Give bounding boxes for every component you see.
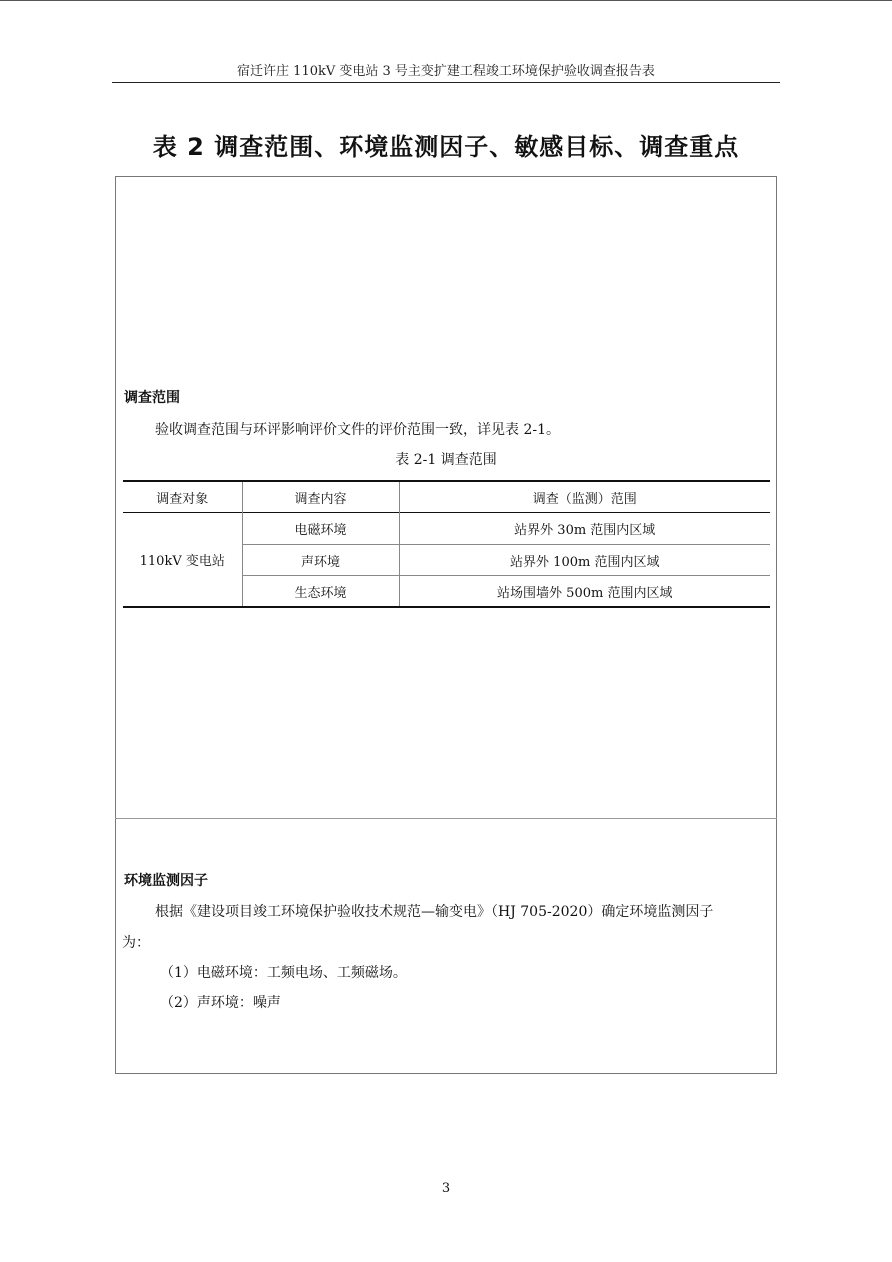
content-cell: 声环境 (242, 545, 399, 576)
survey-scope-paragraph: 验收调查范围与环评影响评价文件的评价范围一致，详见表 2-1。 (155, 422, 560, 438)
monitoring-item-electromagnetic: （1）电磁环境：工频电场、工频磁场。 (160, 965, 407, 981)
survey-scope-heading: 调查范围 (124, 390, 180, 406)
table-row (123, 513, 770, 545)
content-cell: 电磁环境 (242, 513, 399, 545)
column-header-object: 调查对象 (156, 491, 209, 507)
range-cell: 站界外 30m 范围内区域 (399, 513, 770, 545)
monitoring-intro-line2: 为： (122, 935, 150, 951)
survey-object-cell: 110kV 变电站 (139, 554, 225, 569)
column-header-range: 调查（监测）范围 (399, 481, 770, 513)
form-outer-box (115, 176, 777, 1074)
range-cell: 站界外 100m 范围内区域 (399, 545, 770, 576)
monitoring-item-acoustic: （2）声环境：噪声 (160, 995, 281, 1011)
monitoring-intro-line1: 根据《建设项目竣工环境保护验收技术规范—输变电》（HJ 705-2020）确定环境监测因子 (155, 904, 714, 920)
content-cell: 生态环境 (242, 576, 399, 608)
survey-scope-table (123, 480, 770, 608)
page-top-border (0, 0, 892, 1)
header-rule (112, 82, 780, 83)
range-cell: 站场围墙外 500m 范围内区域 (399, 576, 770, 608)
monitoring-factors-heading: 环境监测因子 (124, 873, 208, 889)
section-divider (115, 818, 777, 819)
page-title: 表 2 调查范围、环境监测因子、敏感目标、调查重点 (152, 133, 740, 161)
running-header: 宿迁许庄 110kV 变电站 3 号主变扩建工程竣工环境保护验收调查报告表 (237, 64, 655, 79)
column-header-content: 调查内容 (242, 481, 399, 513)
table-caption: 表 2-1 调查范围 (395, 452, 497, 468)
table-header-row (123, 481, 770, 513)
page-number: 3 (441, 1181, 451, 1196)
